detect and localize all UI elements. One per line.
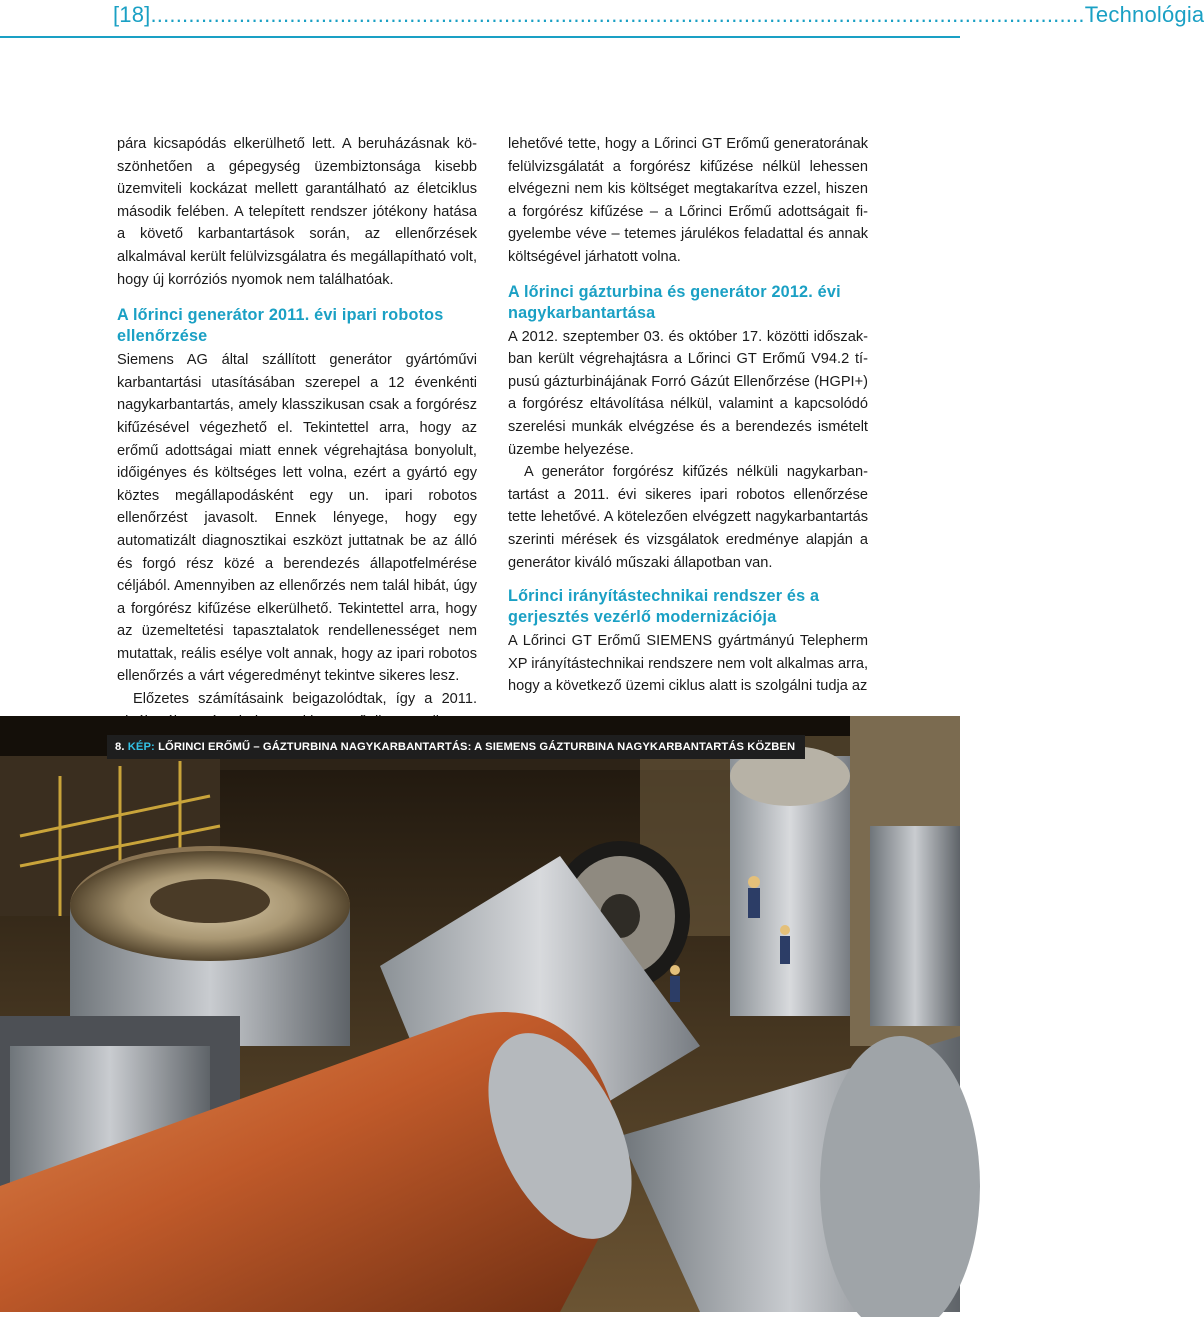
right-intro-paragraph: lehetővé tette, hogy a Lőrinci GT Erőmű generatorának felülvizsgálatát a forgórész kifűzése nélkül lehessen elvégezni nem kis költséget megtakarítva ezzel, hiszen a forgórész kifűzése – a Lőrinci Erőmű adottságait figyelembe véve – tetemes járulékos feladattal és annak költségével járhatott volna. (508, 136, 868, 265)
caption-number: 8. (115, 741, 125, 753)
page-number: [18] (113, 2, 151, 27)
section-title: Technológia (1084, 2, 1204, 27)
section-heading-turbine-overhaul: A lőrinci gázturbina és generátor 2012. évi nagykarbantartása (508, 282, 841, 322)
turbine-overhaul-paragraph: A 2012. szeptember 03. és október 17. közötti időszakban került végrehajtásra a Lőrinci GT Erőmű V94.2 típusú gázturbinájának Forró Gázút Ellenőrzése (HGPI+) a forgórész eltávolítása nélkül, valamint a kapcsolódó szerelési munkák elvégzése és a berendezés ismételt üzembe helyezése. (508, 328, 868, 458)
figure-caption (107, 735, 805, 759)
section-heading-robot-inspection: A lőrinci generátor 2011. évi ipari robotos ellenőrzése (117, 306, 444, 346)
page-header (0, 0, 1204, 36)
caption-label: KÉP: (127, 741, 155, 753)
leader-dots: .................................................................................................................................................... (150, 2, 1085, 27)
turbine-hall-illustration (0, 716, 960, 1312)
caption-text: LŐRINCI ERŐMŰ – GÁZTURBINA NAGYKARBANTARTÁS: A SIEMENS GÁZTURBINA NAGYKARBANTARTÁS KÖZBEN (158, 741, 796, 753)
left-intro-paragraph: pára kicsapódás elkerülhető lett. A beruházásnak köszönhetően a gépegység üzembiztonsága kisebb üzemviteli kockázat mellett garantálható az életciklus második felében. A telepített rendszer jótékony hatása a követő karbantartások során, az ellenőrzések alkalmával került felülvizsgálatra és megállapítható volt, hogy új korróziós nyomok nem találhatóak. (117, 136, 477, 288)
left-column (117, 133, 477, 733)
right-column (508, 133, 868, 698)
calculations-paragraph: Előzetes számításaink beigazolódtak, így a 2011. (133, 691, 477, 708)
turbine-hall-photo (0, 716, 960, 1312)
generator-state-paragraph: A generátor forgórész kifűzés nélküli nagykarbantartást a 2011. évi sikeres ipari robotos ellenőrzése tette lehetővé. A kötelezően elvégzett nagykarbantartás szerinti mérések és vizsgálatok eredménye alapján a generátor kiváló műszaki állapotban van. (508, 464, 868, 571)
header-rule (0, 36, 960, 38)
section-heading-control-modernization: Lőrinci irányítástechnikai rendszer és a gerjesztés vezérlő modernizációja (508, 587, 820, 627)
control-system-paragraph: A Lőrinci GT Erőmű SIEMENS gyártmányú Telepherm XP irányítástechnikai rendszere nem volt alkalmas arra, hogy a következő üzemi ciklus alatt is szolgálni tudja az (508, 633, 868, 695)
running-head (113, 2, 1204, 28)
robot-inspection-paragraph: Siemens AG által szállított generátor gyártóművi karbantartási utasításában szerepel a 12 évenkénti nagykarbantartás, amely klasszikusan csak a forgórész kifűzésével végezhető el. Tekintettel arra, hogy az erőmű adottságai miatt ennek végrehajtása bonyolult, időigényes és költséges lett volna, ezért a gyártó egy köztes megállapodásként egy un. ipari robotos ellenőrzést javasolt. Ennek lényege, hogy egy automatizált diagnosztikai eszközt juttatnak be az álló és forgó rész közé a berendezés állapotfelmérése céljából. Amennyiben az ellenőrzés nem talál hibát, úgy a forgórész kifűzése elkerülhető. Tekintettel arra, hogy az üzemeltetési tapasztalatok rendellenességet nem mutattak, reális esélye volt annak, hogy az ipari robotos ellenőrzés a várt végeredményt tekintve sikeres lesz. (117, 352, 477, 685)
